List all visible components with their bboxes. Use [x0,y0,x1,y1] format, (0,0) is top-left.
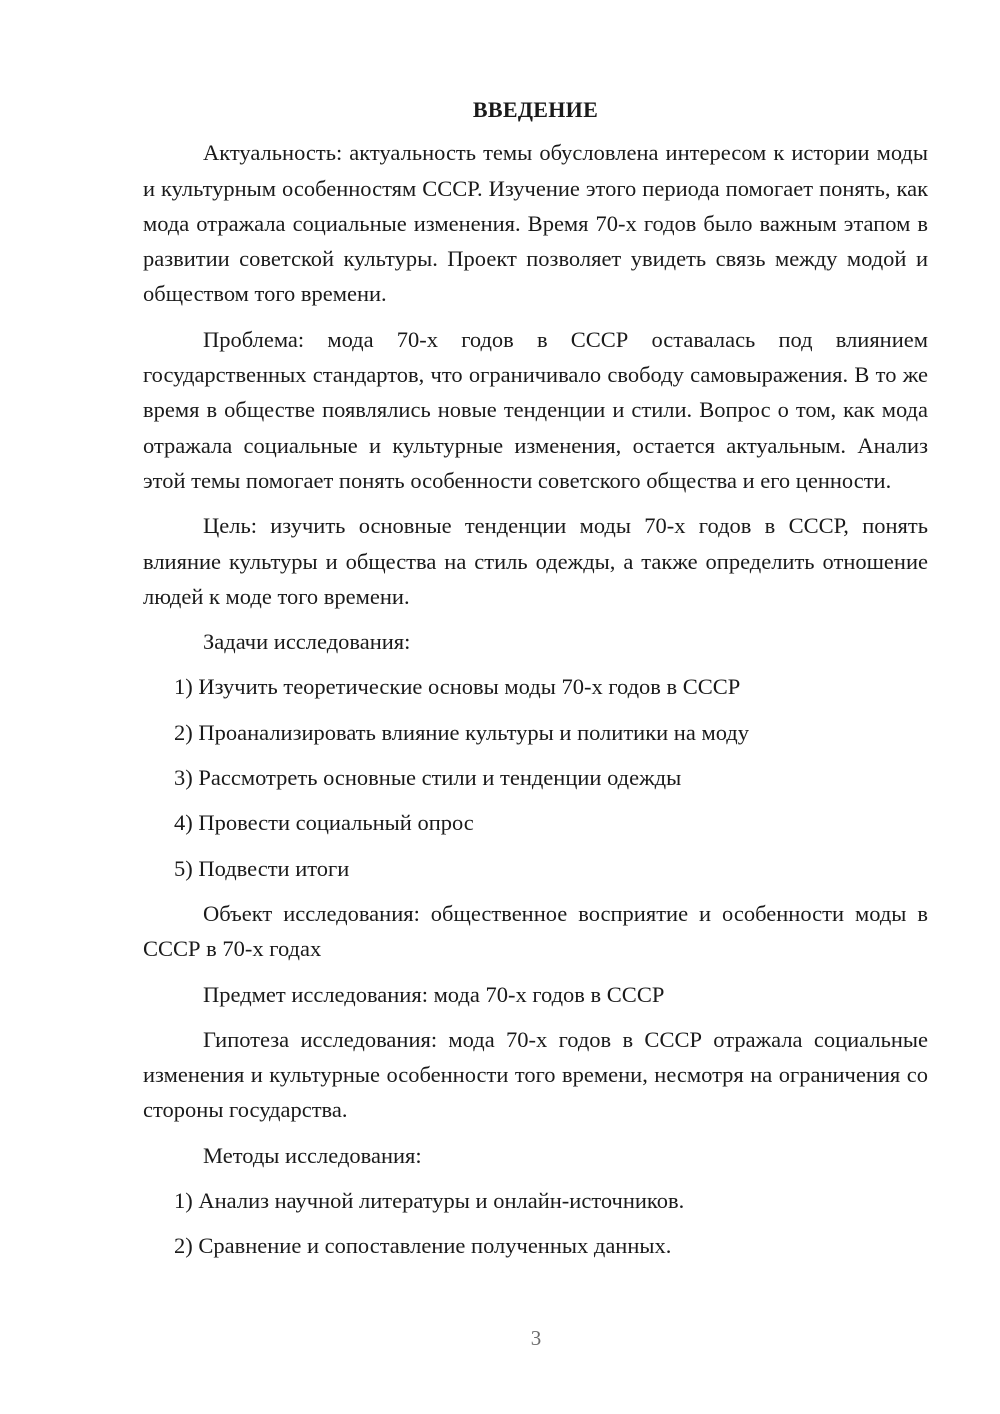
goal-paragraph: Цель: изучить основные тенденции моды 70-х годов в СССР, понять влияние культуры и общества на стиль одежды, а также определить отношение людей к моде того времени. [143,513,928,609]
tasks-list [143,669,928,885]
list-item: 1) Анализ научной литературы и онлайн-источников. [174,1188,685,1214]
methods-list [143,1183,928,1264]
hypothesis-paragraph: Гипотеза исследования: мода 70-х годов в СССР отражала социальные изменения и культурные особенности того времени, несмотря на ограничения со стороны государства. [143,1026,928,1123]
relevance-paragraph: Актуальность: актуальность темы обусловлена интересом к истории моды и культурным особенностям СССР. Изучение этого периода помогает понять, как мода отражала социальные изменения. Время 70-х годов было важным этапом в развитии советской культуры. Проект позволяет увидеть связь между модой и обществом того времени. [143,140,928,307]
list-item: 5) Подвести итоги [174,855,350,881]
object-paragraph: Объект исследования: общественное восприятие и особенности моды в СССР в 70-х годах [143,900,928,962]
methods-label: Методы исследования: [203,1142,422,1168]
problem-paragraph: Проблема: мода 70-х годов в СССР оставалась под влиянием государственных стандартов, что ограничивало свободу самовыражения. В то же время в обществе появлялись новые тенденции и стили. Вопрос о том, как мода отражала социальные и культурные изменения, остается актуальным. Анализ этой темы помогает понять особенности советского общества и его ценности. [143,326,928,493]
tasks-label: Задачи исследования: [203,629,411,655]
list-item: 1) Изучить теоретические основы моды 70-х годов в СССР [174,674,741,700]
document-page [143,92,928,1274]
list-item: 3) Рассмотреть основные стили и тенденции одежды [174,765,682,791]
list-item: 2) Сравнение и сопоставление полученных данных. [174,1233,672,1259]
section-title: ВВЕДЕНИЕ [472,97,599,122]
list-item: 2) Проанализировать влияние культуры и политики на моду [174,719,749,745]
list-item: 4) Провести социальный опрос [174,810,474,836]
subject-paragraph: Предмет исследования: мода 70-х годов в СССР [203,981,665,1007]
page-number: 3 [530,1326,542,1350]
